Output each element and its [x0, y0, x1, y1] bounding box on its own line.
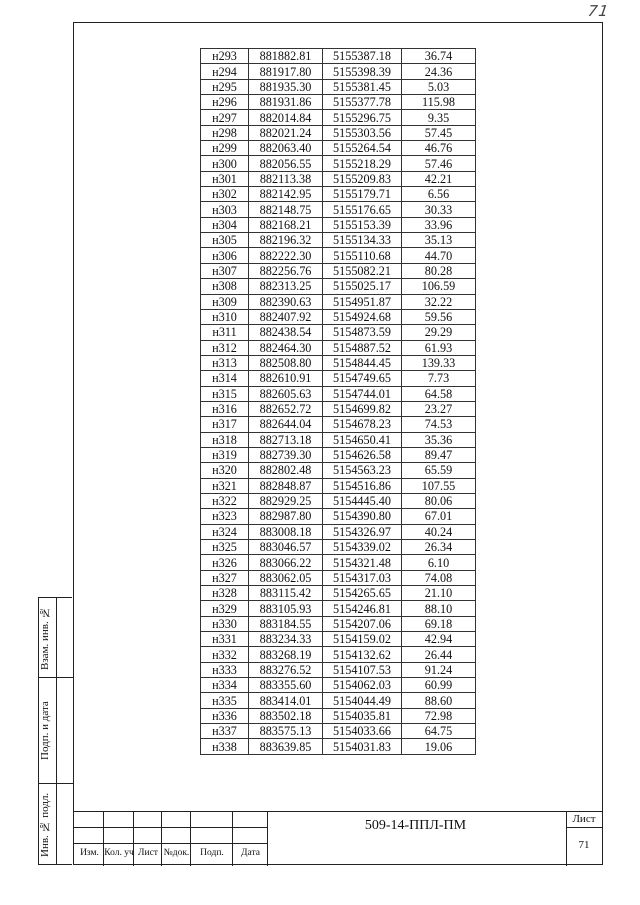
distance-cell: 35.36 — [402, 432, 476, 447]
table-row — [201, 524, 476, 539]
table-row — [201, 233, 476, 248]
y-coordinate-cell: 5154887.52 — [323, 340, 402, 355]
y-coordinate-cell: 5155176.65 — [323, 202, 402, 217]
y-coordinate-cell: 5155209.83 — [323, 171, 402, 186]
point-id-cell: н329 — [201, 601, 249, 616]
x-coordinate-cell: 882407.92 — [249, 309, 323, 324]
table-row — [201, 95, 476, 110]
distance-cell: 35.13 — [402, 233, 476, 248]
point-id-cell: н311 — [201, 325, 249, 340]
table-row — [201, 478, 476, 493]
y-coordinate-cell: 5155398.39 — [323, 64, 402, 79]
side-label-original-inventory: Инв. № подл. — [39, 792, 51, 858]
table-row — [201, 678, 476, 693]
y-coordinate-cell: 5154107.53 — [323, 662, 402, 677]
y-coordinate-cell: 5155134.33 — [323, 233, 402, 248]
point-id-cell: н297 — [201, 110, 249, 125]
table-row — [201, 432, 476, 447]
distance-cell: 57.46 — [402, 156, 476, 171]
distance-cell: 59.56 — [402, 309, 476, 324]
point-id-cell: н323 — [201, 509, 249, 524]
y-coordinate-cell: 5155264.54 — [323, 141, 402, 156]
x-coordinate-cell: 882256.76 — [249, 263, 323, 278]
table-row — [201, 555, 476, 570]
y-coordinate-cell: 5154390.80 — [323, 509, 402, 524]
distance-cell: 139.33 — [402, 355, 476, 370]
y-coordinate-cell: 5154749.65 — [323, 371, 402, 386]
coordinates-table — [200, 48, 476, 755]
point-id-cell: н325 — [201, 540, 249, 555]
point-id-cell: н331 — [201, 632, 249, 647]
distance-cell: 88.10 — [402, 601, 476, 616]
point-id-cell: н295 — [201, 79, 249, 94]
table-row — [201, 616, 476, 631]
distance-cell: 6.56 — [402, 187, 476, 202]
point-id-cell: н310 — [201, 309, 249, 324]
distance-cell: 42.94 — [402, 632, 476, 647]
x-coordinate-cell: 882148.75 — [249, 202, 323, 217]
point-id-cell: н334 — [201, 678, 249, 693]
distance-cell: 115.98 — [402, 95, 476, 110]
x-coordinate-cell: 882168.21 — [249, 217, 323, 232]
y-coordinate-cell: 5155179.71 — [323, 187, 402, 202]
table-row — [201, 325, 476, 340]
y-coordinate-cell: 5155153.39 — [323, 217, 402, 232]
point-id-cell: н324 — [201, 524, 249, 539]
x-coordinate-cell: 883639.85 — [249, 739, 323, 754]
point-id-cell: н293 — [201, 49, 249, 64]
distance-cell: 7.73 — [402, 371, 476, 386]
table-row — [201, 279, 476, 294]
distance-cell: 36.74 — [402, 49, 476, 64]
table-row — [201, 340, 476, 355]
y-coordinate-cell: 5154744.01 — [323, 386, 402, 401]
distance-cell: 44.70 — [402, 248, 476, 263]
y-coordinate-cell: 5154844.45 — [323, 355, 402, 370]
distance-cell: 42.21 — [402, 171, 476, 186]
point-id-cell: н321 — [201, 478, 249, 493]
table-row — [201, 540, 476, 555]
y-coordinate-cell: 5155303.56 — [323, 125, 402, 140]
y-coordinate-cell: 5154246.81 — [323, 601, 402, 616]
distance-cell: 72.98 — [402, 708, 476, 723]
x-coordinate-cell: 881931.86 — [249, 95, 323, 110]
distance-cell: 80.28 — [402, 263, 476, 278]
x-coordinate-cell: 883355.60 — [249, 678, 323, 693]
x-coordinate-cell: 882652.72 — [249, 401, 323, 416]
point-id-cell: н302 — [201, 187, 249, 202]
side-stamp-strip — [38, 597, 72, 865]
document-code: 509-14-ППЛ-ПМ — [364, 818, 467, 833]
table-row — [201, 141, 476, 156]
y-coordinate-cell: 5154445.40 — [323, 493, 402, 508]
distance-cell: 24.36 — [402, 64, 476, 79]
y-coordinate-cell: 5154951.87 — [323, 294, 402, 309]
distance-cell: 74.08 — [402, 570, 476, 585]
point-id-cell: н294 — [201, 64, 249, 79]
point-id-cell: н308 — [201, 279, 249, 294]
y-coordinate-cell: 5155082.21 — [323, 263, 402, 278]
x-coordinate-cell: 883502.18 — [249, 708, 323, 723]
table-row — [201, 463, 476, 478]
point-id-cell: н303 — [201, 202, 249, 217]
header-change: Изм. — [80, 848, 99, 858]
distance-cell: 67.01 — [402, 509, 476, 524]
y-coordinate-cell: 5154265.65 — [323, 586, 402, 601]
x-coordinate-cell: 882313.25 — [249, 279, 323, 294]
x-coordinate-cell: 883276.52 — [249, 662, 323, 677]
distance-cell: 29.29 — [402, 325, 476, 340]
y-coordinate-cell: 5154626.58 — [323, 447, 402, 462]
point-id-cell: н300 — [201, 156, 249, 171]
table-row — [201, 601, 476, 616]
table-row — [201, 401, 476, 416]
table-row — [201, 156, 476, 171]
table-row — [201, 64, 476, 79]
point-id-cell: н337 — [201, 724, 249, 739]
x-coordinate-cell: 882987.80 — [249, 509, 323, 524]
x-coordinate-cell: 882644.04 — [249, 417, 323, 432]
point-id-cell: н314 — [201, 371, 249, 386]
x-coordinate-cell: 883268.19 — [249, 647, 323, 662]
point-id-cell: н338 — [201, 739, 249, 754]
x-coordinate-cell: 882014.84 — [249, 110, 323, 125]
y-coordinate-cell: 5154563.23 — [323, 463, 402, 478]
table-row — [201, 647, 476, 662]
distance-cell: 106.59 — [402, 279, 476, 294]
x-coordinate-cell: 882605.63 — [249, 386, 323, 401]
x-coordinate-cell: 883234.33 — [249, 632, 323, 647]
y-coordinate-cell: 5154339.02 — [323, 540, 402, 555]
point-id-cell: н316 — [201, 401, 249, 416]
y-coordinate-cell: 5154699.82 — [323, 401, 402, 416]
x-coordinate-cell: 881935.30 — [249, 79, 323, 94]
point-id-cell: н299 — [201, 141, 249, 156]
x-coordinate-cell: 882142.95 — [249, 187, 323, 202]
x-coordinate-cell: 882802.48 — [249, 463, 323, 478]
y-coordinate-cell: 5154317.03 — [323, 570, 402, 585]
point-id-cell: н301 — [201, 171, 249, 186]
table-row — [201, 662, 476, 677]
point-id-cell: н306 — [201, 248, 249, 263]
point-id-cell: н333 — [201, 662, 249, 677]
table-row — [201, 49, 476, 64]
table-row — [201, 724, 476, 739]
distance-cell: 9.35 — [402, 110, 476, 125]
distance-cell: 64.75 — [402, 724, 476, 739]
side-label-signature-date: Подп. и дата — [39, 701, 51, 761]
table-row — [201, 693, 476, 708]
x-coordinate-cell: 883046.57 — [249, 540, 323, 555]
side-cell-original-inventory — [39, 784, 73, 866]
table-row — [201, 110, 476, 125]
table-row — [201, 125, 476, 140]
distance-cell: 69.18 — [402, 616, 476, 631]
y-coordinate-cell: 5154326.97 — [323, 524, 402, 539]
point-id-cell: н322 — [201, 493, 249, 508]
y-coordinate-cell: 5154033.66 — [323, 724, 402, 739]
point-id-cell: н320 — [201, 463, 249, 478]
point-id-cell: н336 — [201, 708, 249, 723]
x-coordinate-cell: 883105.93 — [249, 601, 323, 616]
distance-cell: 74.53 — [402, 417, 476, 432]
table-row — [201, 355, 476, 370]
x-coordinate-cell: 882063.40 — [249, 141, 323, 156]
distance-cell: 32.22 — [402, 294, 476, 309]
sheet-number: 71 — [578, 839, 590, 851]
y-coordinate-cell: 5155110.68 — [323, 248, 402, 263]
point-id-cell: н332 — [201, 647, 249, 662]
table-row — [201, 202, 476, 217]
table-row — [201, 79, 476, 94]
table-row — [201, 294, 476, 309]
point-id-cell: н296 — [201, 95, 249, 110]
distance-cell: 91.24 — [402, 662, 476, 677]
y-coordinate-cell: 5155381.45 — [323, 79, 402, 94]
distance-cell: 5.03 — [402, 79, 476, 94]
header-doc-number: №док. — [163, 848, 190, 858]
distance-cell: 80.06 — [402, 493, 476, 508]
x-coordinate-cell: 882610.91 — [249, 371, 323, 386]
distance-cell: 26.44 — [402, 647, 476, 662]
y-coordinate-cell: 5155025.17 — [323, 279, 402, 294]
y-coordinate-cell: 5154031.83 — [323, 739, 402, 754]
table-row — [201, 493, 476, 508]
sheet-label: Лист — [572, 813, 596, 825]
x-coordinate-cell: 882021.24 — [249, 125, 323, 140]
table-row — [201, 248, 476, 263]
distance-cell: 89.47 — [402, 447, 476, 462]
table-row — [201, 187, 476, 202]
y-coordinate-cell: 5155296.75 — [323, 110, 402, 125]
y-coordinate-cell: 5154650.41 — [323, 432, 402, 447]
point-id-cell: н326 — [201, 555, 249, 570]
x-coordinate-cell: 883575.13 — [249, 724, 323, 739]
x-coordinate-cell: 883066.22 — [249, 555, 323, 570]
header-sheet: Лист — [138, 848, 158, 858]
x-coordinate-cell: 882848.87 — [249, 478, 323, 493]
x-coordinate-cell: 882508.80 — [249, 355, 323, 370]
y-coordinate-cell: 5155377.78 — [323, 95, 402, 110]
distance-cell: 65.59 — [402, 463, 476, 478]
x-coordinate-cell: 882929.25 — [249, 493, 323, 508]
x-coordinate-cell: 882056.55 — [249, 156, 323, 171]
table-row — [201, 708, 476, 723]
point-id-cell: н315 — [201, 386, 249, 401]
distance-cell: 21.10 — [402, 586, 476, 601]
distance-cell: 46.76 — [402, 141, 476, 156]
table-row — [201, 171, 476, 186]
distance-cell: 88.60 — [402, 693, 476, 708]
distance-cell: 6.10 — [402, 555, 476, 570]
y-coordinate-cell: 5154159.02 — [323, 632, 402, 647]
point-id-cell: н317 — [201, 417, 249, 432]
point-id-cell: н313 — [201, 355, 249, 370]
handwritten-page-number: 71 — [586, 2, 611, 20]
point-id-cell: н328 — [201, 586, 249, 601]
y-coordinate-cell: 5154924.68 — [323, 309, 402, 324]
distance-cell: 26.34 — [402, 540, 476, 555]
y-coordinate-cell: 5155218.29 — [323, 156, 402, 171]
side-cell-replacement — [39, 598, 73, 678]
x-coordinate-cell: 882222.30 — [249, 248, 323, 263]
distance-cell: 19.06 — [402, 739, 476, 754]
y-coordinate-cell: 5154678.23 — [323, 417, 402, 432]
table-row — [201, 263, 476, 278]
point-id-cell: н309 — [201, 294, 249, 309]
point-id-cell: н312 — [201, 340, 249, 355]
table-row — [201, 586, 476, 601]
distance-cell: 107.55 — [402, 478, 476, 493]
point-id-cell: н327 — [201, 570, 249, 585]
point-id-cell: н335 — [201, 693, 249, 708]
table-row — [201, 632, 476, 647]
header-signature: Подп. — [200, 848, 224, 858]
distance-cell: 30.33 — [402, 202, 476, 217]
table-row — [201, 447, 476, 462]
x-coordinate-cell: 882739.30 — [249, 447, 323, 462]
x-coordinate-cell: 881882.81 — [249, 49, 323, 64]
distance-cell: 33.96 — [402, 217, 476, 232]
distance-cell: 40.24 — [402, 524, 476, 539]
distance-cell: 64.58 — [402, 386, 476, 401]
y-coordinate-cell: 5154873.59 — [323, 325, 402, 340]
distance-cell: 57.45 — [402, 125, 476, 140]
x-coordinate-cell: 882438.54 — [249, 325, 323, 340]
y-coordinate-cell: 5154321.48 — [323, 555, 402, 570]
y-coordinate-cell: 5154516.86 — [323, 478, 402, 493]
y-coordinate-cell: 5154062.03 — [323, 678, 402, 693]
x-coordinate-cell: 883414.01 — [249, 693, 323, 708]
point-id-cell: н319 — [201, 447, 249, 462]
side-label-replacement: Взам. инв. № — [39, 606, 51, 670]
x-coordinate-cell: 882390.63 — [249, 294, 323, 309]
point-id-cell: н318 — [201, 432, 249, 447]
header-date: Дата — [241, 848, 260, 858]
table-row — [201, 509, 476, 524]
y-coordinate-cell: 5154207.06 — [323, 616, 402, 631]
distance-cell: 60.99 — [402, 678, 476, 693]
y-coordinate-cell: 5154132.62 — [323, 647, 402, 662]
table-row — [201, 570, 476, 585]
y-coordinate-cell: 5155387.18 — [323, 49, 402, 64]
x-coordinate-cell: 881917.80 — [249, 64, 323, 79]
distance-cell: 61.93 — [402, 340, 476, 355]
x-coordinate-cell: 883115.42 — [249, 586, 323, 601]
table-row — [201, 217, 476, 232]
x-coordinate-cell: 882113.38 — [249, 171, 323, 186]
x-coordinate-cell: 882196.32 — [249, 233, 323, 248]
x-coordinate-cell: 882713.18 — [249, 432, 323, 447]
y-coordinate-cell: 5154035.81 — [323, 708, 402, 723]
table-row — [201, 417, 476, 432]
table-row — [201, 371, 476, 386]
header-quantity: Кол. уч — [104, 848, 134, 858]
point-id-cell: н304 — [201, 217, 249, 232]
point-id-cell: н330 — [201, 616, 249, 631]
side-cell-signature-date — [39, 678, 73, 784]
point-id-cell: н305 — [201, 233, 249, 248]
x-coordinate-cell: 883062.05 — [249, 570, 323, 585]
table-row — [201, 309, 476, 324]
x-coordinate-cell: 882464.30 — [249, 340, 323, 355]
x-coordinate-cell: 883008.18 — [249, 524, 323, 539]
point-id-cell: н307 — [201, 263, 249, 278]
point-id-cell: н298 — [201, 125, 249, 140]
table-row — [201, 386, 476, 401]
x-coordinate-cell: 883184.55 — [249, 616, 323, 631]
distance-cell: 23.27 — [402, 401, 476, 416]
table-row — [201, 739, 476, 754]
y-coordinate-cell: 5154044.49 — [323, 693, 402, 708]
